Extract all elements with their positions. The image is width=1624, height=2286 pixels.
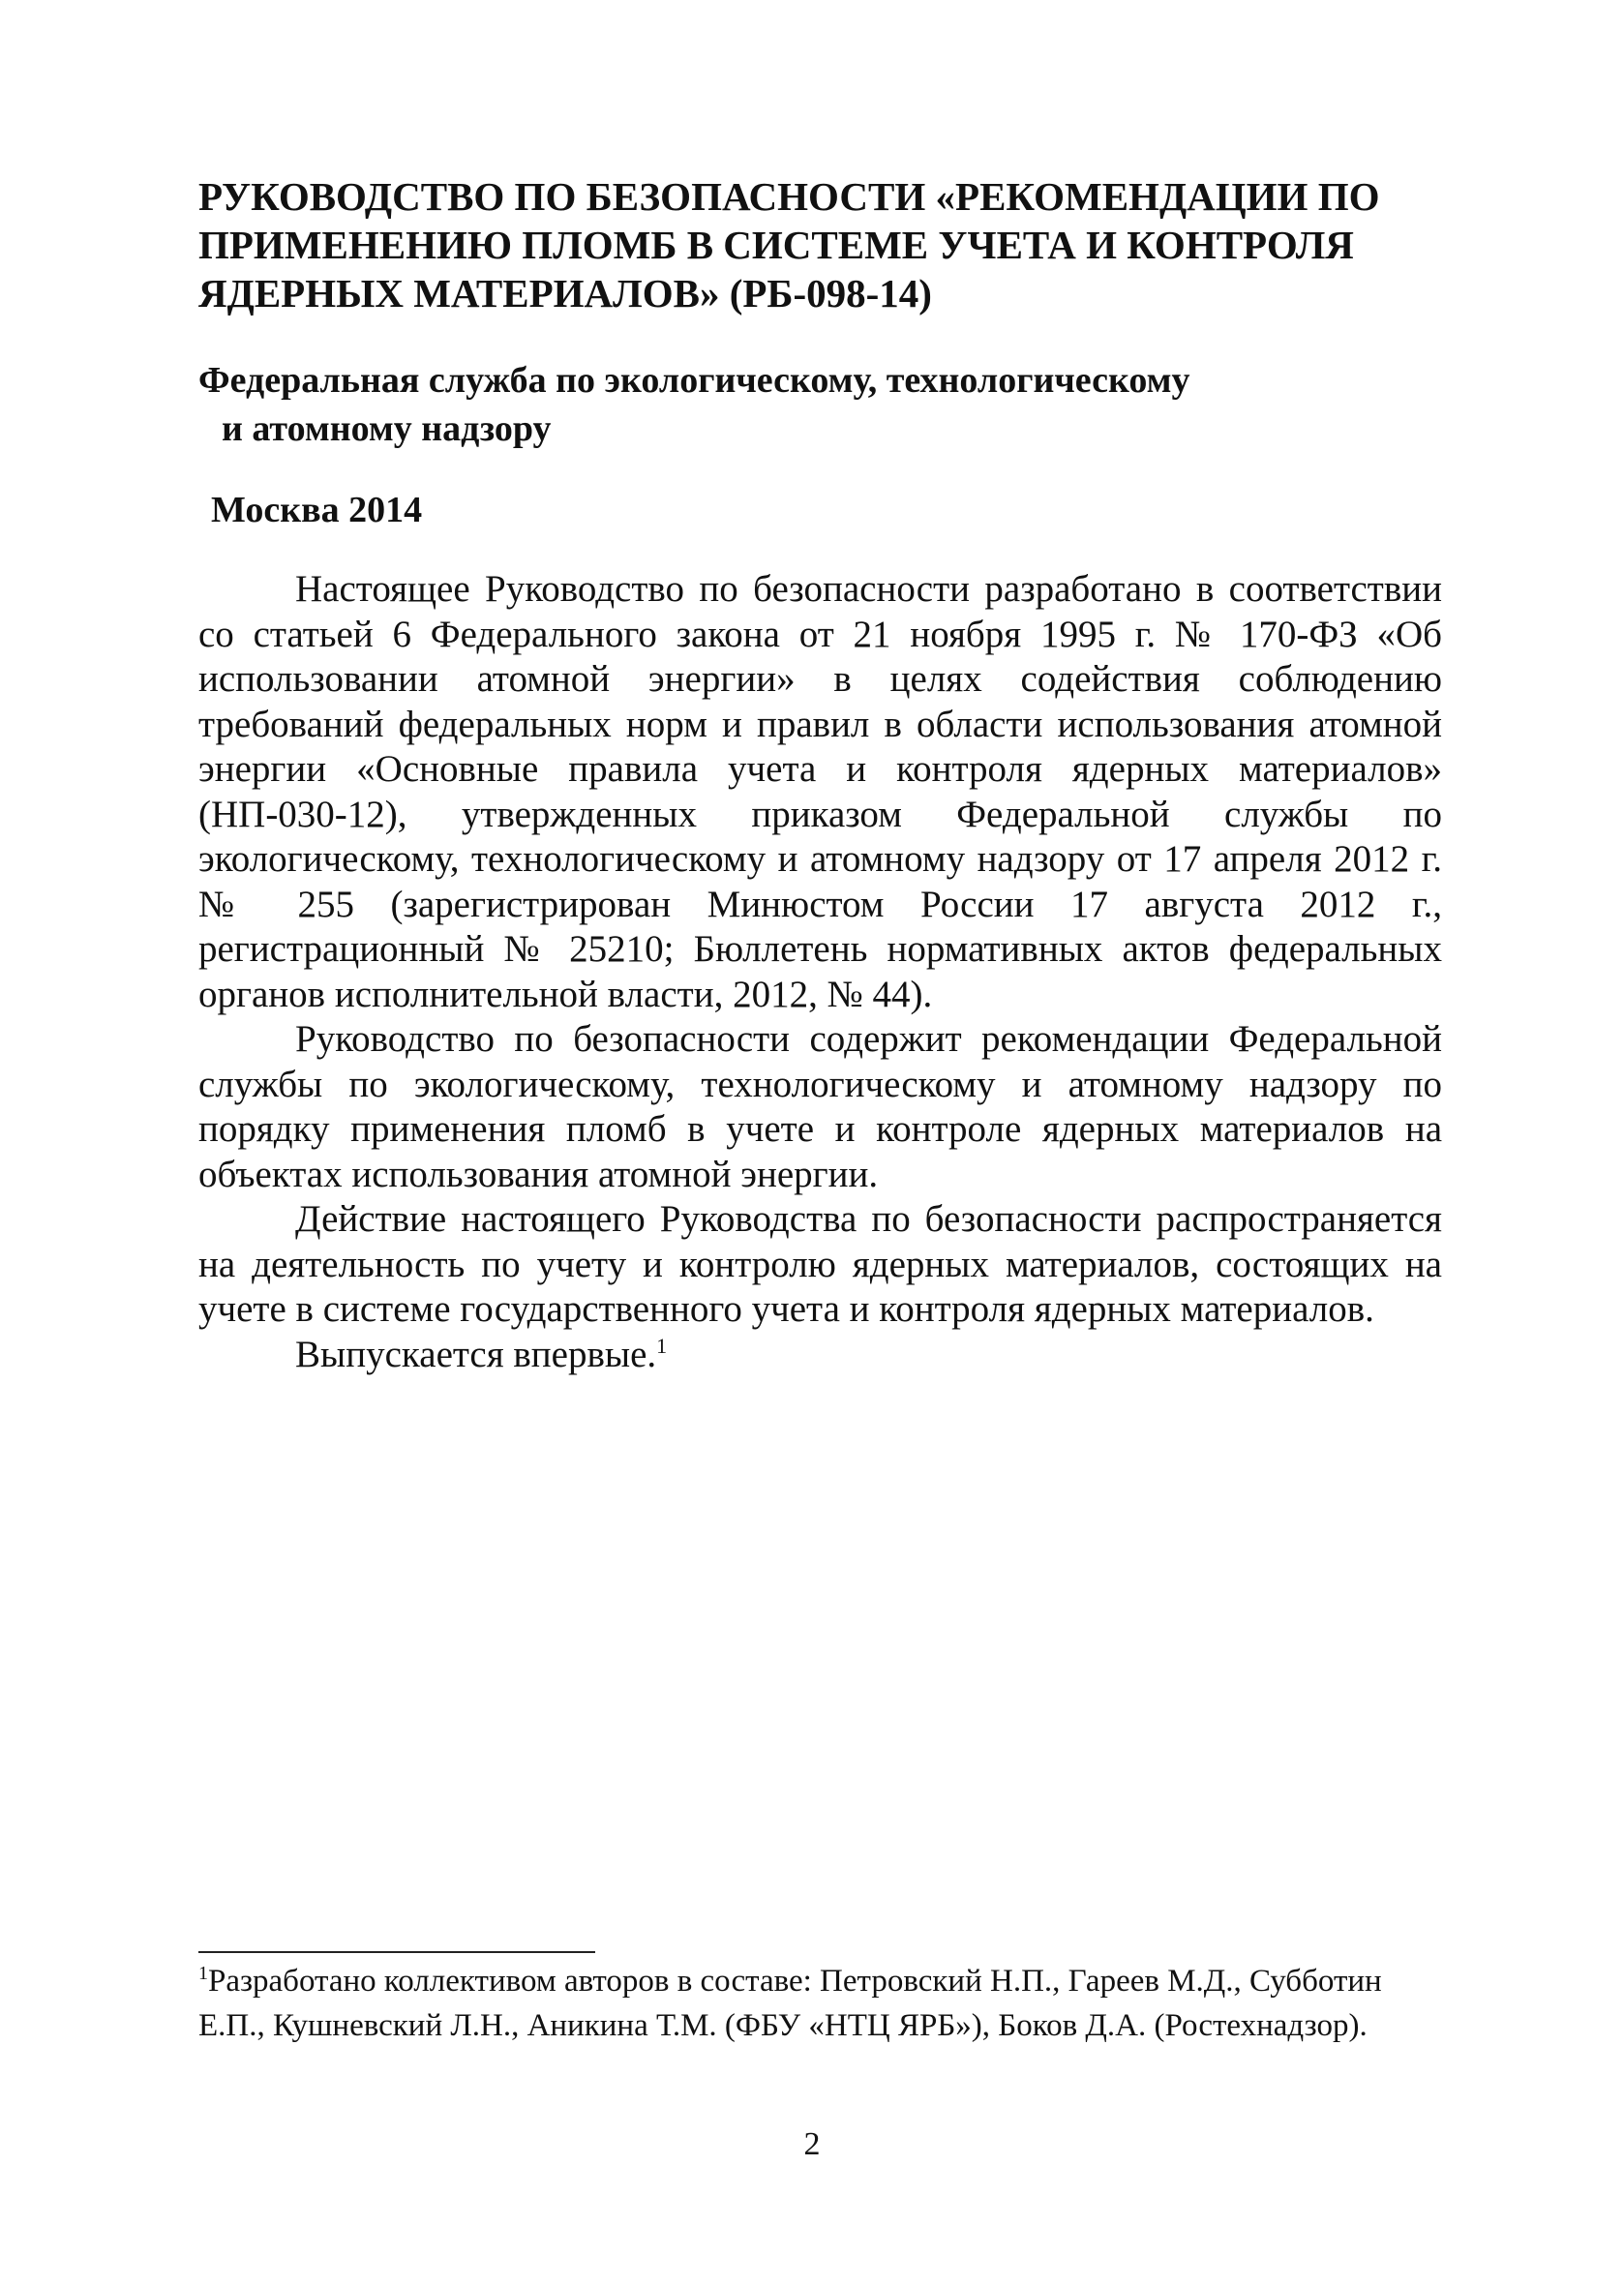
first-edition-text: Выпускается впервые. [295, 1333, 657, 1375]
document-title: РУКОВОДСТВО ПО БЕЗОПАСНОСТИ «РЕКОМЕНДАЦИИ ПО ПРИМЕНЕНИЮ ПЛОМБ В СИСТЕМЕ УЧЕТА И КОНТРОЛЯ ЯДЕРНЫХ МАТЕРИАЛОВ» (РБ-098-14) [198, 174, 1380, 316]
first-edition-note [198, 1333, 1442, 1378]
body-paragraph: Руководство по безопасности содержит рекомендации Федеральной службы по экологическому, технологическому и атомному надзору по порядку применения пломб в учете и контроле ядерных материалов на объектах использования атомной энергии. [198, 1018, 1442, 1195]
footnote-text: Разработано коллективом авторов в составе: Петровский Н.П., Гареев М.Д., Субботин Е.П., Кушневский Л.Н., Аникина Т.М. (ФБУ «НТЦ ЯРБ»), Боков Д.А. (Ростехнадзор). [198, 1964, 1382, 2043]
agency-line-2: и атомному надзору [222, 408, 552, 449]
footnote [198, 1959, 1447, 2048]
footnote-marker: 1 [198, 1963, 208, 1984]
body-paragraph: Настоящее Руководство по безопасности разработано в соответствии со статьей 6 Федерального закона от 21 ноября 1995 г. № 170-ФЗ «Об использовании атомной энергии» в целях содействия соблюдению требований федеральных норм и правил в области использования атомной энергии «Основные правила учета и контроля ядерных материалов» (НП-030-12), утвержденных приказом Федеральной службы по экологическому, технологическому и атомному надзору от 17 апреля 2012 г. № 255 (зарегистрирован Минюстом России 17 августа 2012 г., регистрационный № 25210; Бюллетень нормативных актов федеральных органов исполнительной власти, 2012, № 44). [198, 568, 1442, 1015]
issuing-agency [198, 356, 1457, 453]
place-and-year: Москва 2014 [211, 490, 423, 530]
page-number: 2 [803, 2126, 821, 2162]
document-body [198, 567, 1442, 1377]
footnote-reference: 1 [656, 1333, 668, 1358]
footnote-separator [198, 1951, 595, 1953]
agency-line-1: Федеральная служба по экологическому, технологическому [198, 360, 1190, 401]
body-paragraph: Действие настоящего Руководства по безопасности распространяется на деятельность по учету и контролю ядерных материалов, состоящих на учете в системе государственного учета и контроля ядерных материалов. [198, 1198, 1442, 1330]
